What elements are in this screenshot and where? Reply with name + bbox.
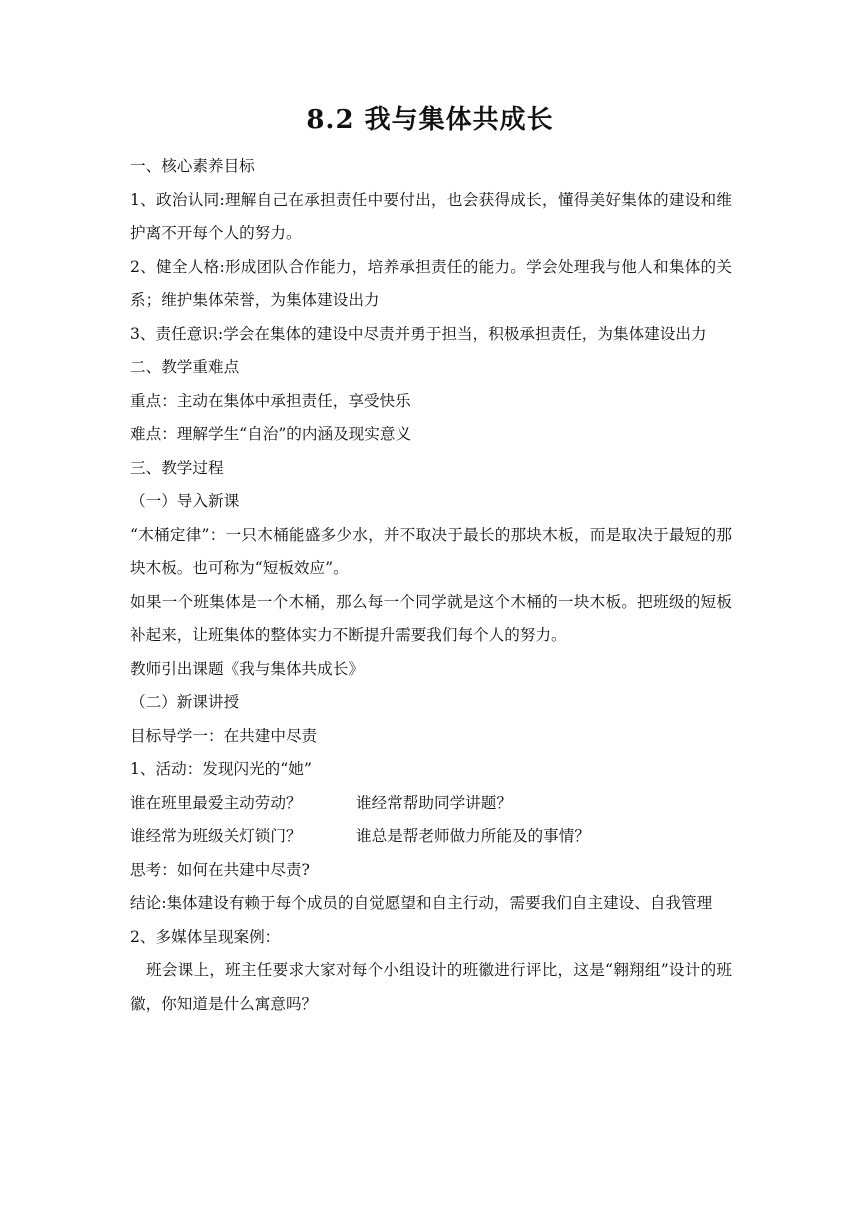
class-barrel-paragraph: 如果一个班集体是一个木桶，那么每一个同学就是这个木桶的一块木板。把班级的短板补起来，让班集体的整体实力不断提升需要我们每个人的努力。 (130, 592, 732, 644)
goal-guide-one: 目标导学一：在共建中尽责 (130, 726, 318, 745)
document-body (130, 150, 732, 1021)
section-heading-goals: 一、核心素养目标 (130, 157, 255, 175)
section-heading-process: 三、教学过程 (130, 458, 224, 477)
question-4: 谁总是帮老师做力所能及的事情？ (356, 827, 590, 845)
goal-responsibility: 3、责任意识:学会在集体的建设中尽责并勇于担当，积极承担责任，为集体建设出力 (130, 324, 707, 343)
section-heading-key-points: 二、教学重难点 (130, 358, 240, 376)
question-3: 谁经常为班级关灯锁门？ (130, 827, 302, 845)
barrel-law-paragraph: “木桶定律”：一只木桶能盛多少水，并不取决于最长的那块木板，而是取决于最短的那块木板。也可称为“短板效应”。 (130, 525, 732, 577)
goal-political-identity: 1、政治认同:理解自己在承担责任中要付出，也会获得成长，懂得美好集体的建设和维护离不开每个人的努力。 (130, 190, 732, 242)
subheading-introduction: （一）导入新课 (130, 492, 240, 510)
question-row-1 (130, 787, 732, 821)
activity-two: 2、多媒体呈现案例： (130, 927, 281, 946)
conclusion-paragraph: 结论:集体建设有赖于每个成员的自觉愿望和自主行动，需要我们自主建设、自我管理 (130, 894, 713, 912)
case-paragraph: 班会课上，班主任要求大家对每个小组设计的班徽进行评比，这是“翱翔组”设计的班徽，你知道是什么寓意吗？ (130, 961, 732, 1013)
question-2: 谁经常帮助同学讲题？ (356, 793, 512, 812)
difficult-point: 难点：理解学生“自治”的内涵及现实意义 (130, 425, 412, 443)
key-point: 重点：主动在集体中承担责任，享受快乐 (130, 391, 411, 410)
think-prompt: 思考：如何在共建中尽责? (130, 860, 310, 879)
question-row-2 (130, 820, 732, 854)
topic-intro-line: 教师引出课题《我与集体共成长》 (130, 659, 364, 678)
activity-one: 1、活动：发现闪光的“她” (130, 760, 312, 778)
goal-personality: 2、健全人格:形成团队合作能力，培养承担责任的能力。学会处理我与他人和集体的关系；维护集体荣誉，为集体建设出力 (130, 257, 732, 309)
question-1: 谁在班里最爱主动劳动？ (130, 793, 302, 812)
subheading-new-lesson: （二）新课讲授 (130, 693, 240, 711)
page-title: 8.2 我与集体共成长 (306, 105, 554, 135)
